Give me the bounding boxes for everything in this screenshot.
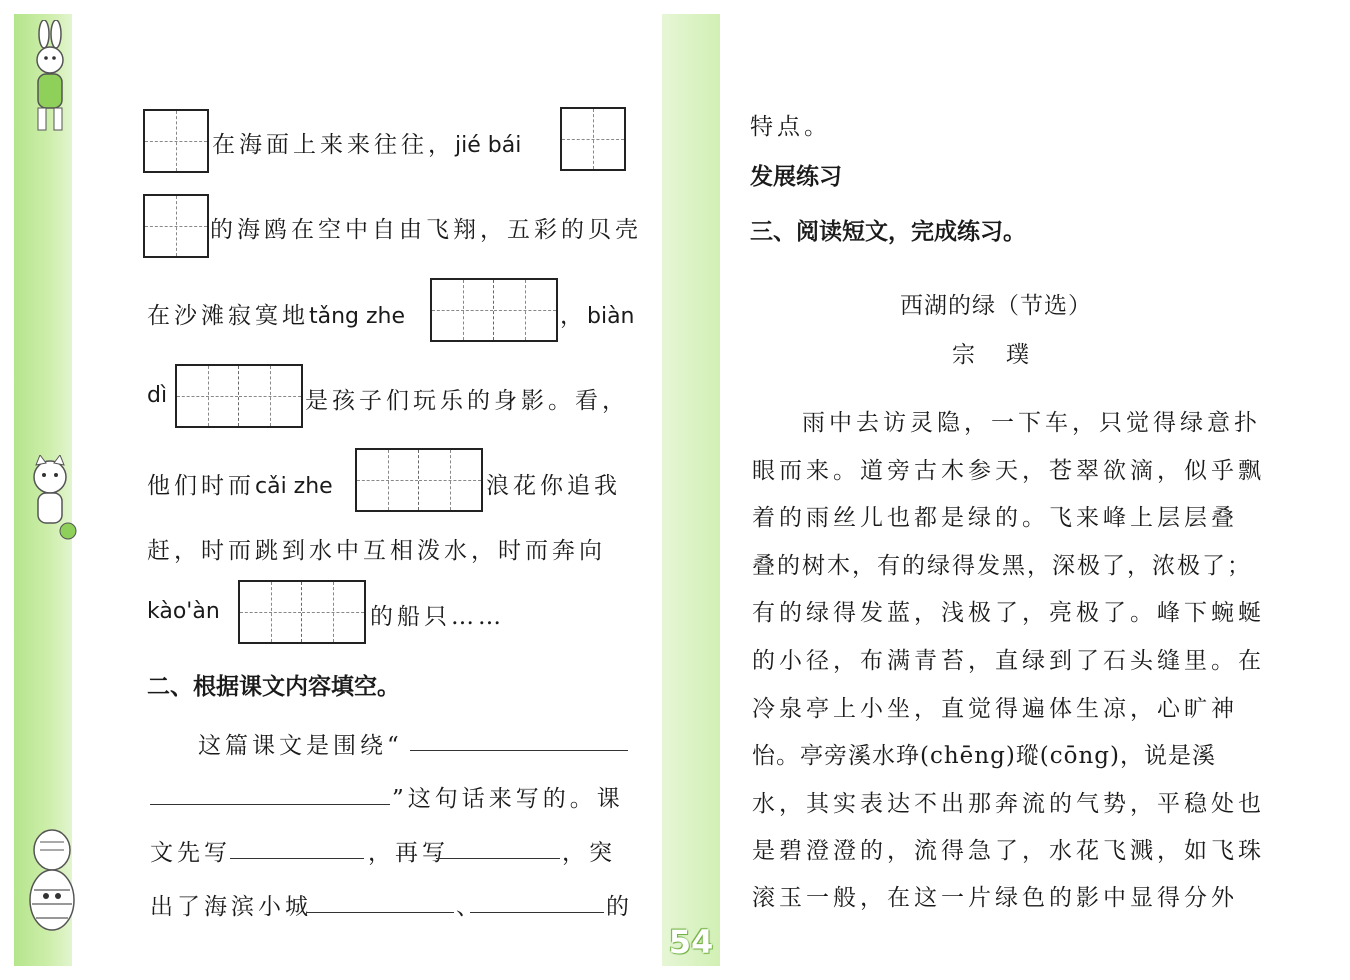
pinyin-box-1[interactable]: [143, 109, 209, 173]
passage-line-5a: 他们时而cǎi zhe: [147, 473, 333, 499]
development-heading: 发展练习: [750, 164, 842, 190]
passage-line-2: 的海鸥在空中自由飞翔，五彩的贝壳: [210, 217, 642, 243]
article-line-10: 是碧澄澄的，流得急了，水花飞溅，如飞珠: [752, 838, 1265, 864]
pinyin-box-biandi[interactable]: [175, 364, 303, 428]
fill-line-1: 这篇课文是围绕“: [198, 733, 403, 759]
center-green-margin: [662, 14, 720, 966]
pinyin-box-jiebai[interactable]: [560, 107, 626, 171]
pinyin-box-caizhe[interactable]: [355, 448, 483, 512]
article-line-3: 着的雨丝儿也都是绿的。飞来峰上层层叠: [752, 505, 1238, 531]
passage-line-4a: dì: [147, 383, 168, 408]
fill-line-3b: ，再写: [368, 840, 449, 866]
fill-line-4b: 、: [456, 894, 483, 920]
passage-line-5b: 浪花你追我: [486, 473, 621, 499]
passage-line-1: 在海面上来来往往，jié bái: [212, 132, 522, 158]
cat-cartoon-icon: [18, 455, 82, 545]
article-line-2: 眼而来。道旁古木参天，苍翠欲滴，似乎飘: [752, 458, 1265, 484]
passage-line-3b: ，biàn: [560, 303, 635, 329]
fill-line-4c: 的: [606, 894, 633, 920]
article-author: 宗 璞: [952, 342, 1033, 368]
answer-blank-1[interactable]: [410, 750, 628, 751]
answer-blank-3[interactable]: [230, 858, 364, 859]
continued-text: 特点。: [750, 114, 831, 140]
article-line-8: 怡。亭旁溪水琤(chēng)瑽(cōng)，说是溪: [752, 743, 1216, 769]
answer-blank-5[interactable]: [306, 912, 454, 913]
tiger-cartoon-icon: [18, 820, 82, 950]
fill-line-4a: 出了海滨小城: [150, 894, 312, 920]
article-line-6: 的小径，布满青苔，直绿到了石头缝里。在: [752, 648, 1265, 674]
article-line-5: 有的绿得发蓝，浅极了，亮极了。峰下蜿蜒: [752, 600, 1265, 626]
section-2-heading: 二、根据课文内容填空。: [147, 674, 400, 700]
pinyin-box-kaoan[interactable]: [238, 580, 366, 644]
pinyin-box-2[interactable]: [143, 194, 209, 258]
fill-line-3a: 文先写: [150, 840, 231, 866]
fill-line-2: ”这句话来写的。课: [392, 786, 624, 812]
article-title: 西湖的绿（节选）: [900, 293, 1092, 319]
fill-line-3c: ，突: [562, 840, 616, 866]
page-number: 54: [668, 923, 714, 961]
article-line-1: 雨中去访灵隐，一下车，只觉得绿意扑: [802, 410, 1261, 436]
article-line-7: 冷泉亭上小坐，直觉得遍体生凉，心旷神: [752, 696, 1238, 722]
section-3-heading: 三、阅读短文，完成练习。: [750, 219, 1026, 245]
answer-blank-4[interactable]: [436, 858, 560, 859]
rabbit-cartoon-icon: [16, 20, 80, 140]
article-line-4: 叠的树木，有的绿得发黑，深极了，浓极了；: [752, 553, 1252, 579]
passage-line-3: 在沙滩寂寞地tǎng zhe: [147, 303, 406, 329]
passage-line-7b: 的船只……: [370, 604, 505, 630]
passage-line-6: 赶，时而跳到水中互相泼水，时而奔向: [147, 538, 606, 564]
answer-blank-6[interactable]: [470, 912, 604, 913]
article-line-11: 滚玉一般，在这一片绿色的影中显得分外: [752, 885, 1238, 911]
article-line-9: 水，其实表达不出那奔流的气势，平稳处也: [752, 791, 1265, 817]
answer-blank-2[interactable]: [150, 804, 390, 805]
passage-line-4b: 是孩子们玩乐的身影。看，: [305, 388, 629, 414]
passage-line-7a: kào'àn: [147, 599, 220, 624]
pinyin-box-tangzhe[interactable]: [430, 278, 558, 342]
